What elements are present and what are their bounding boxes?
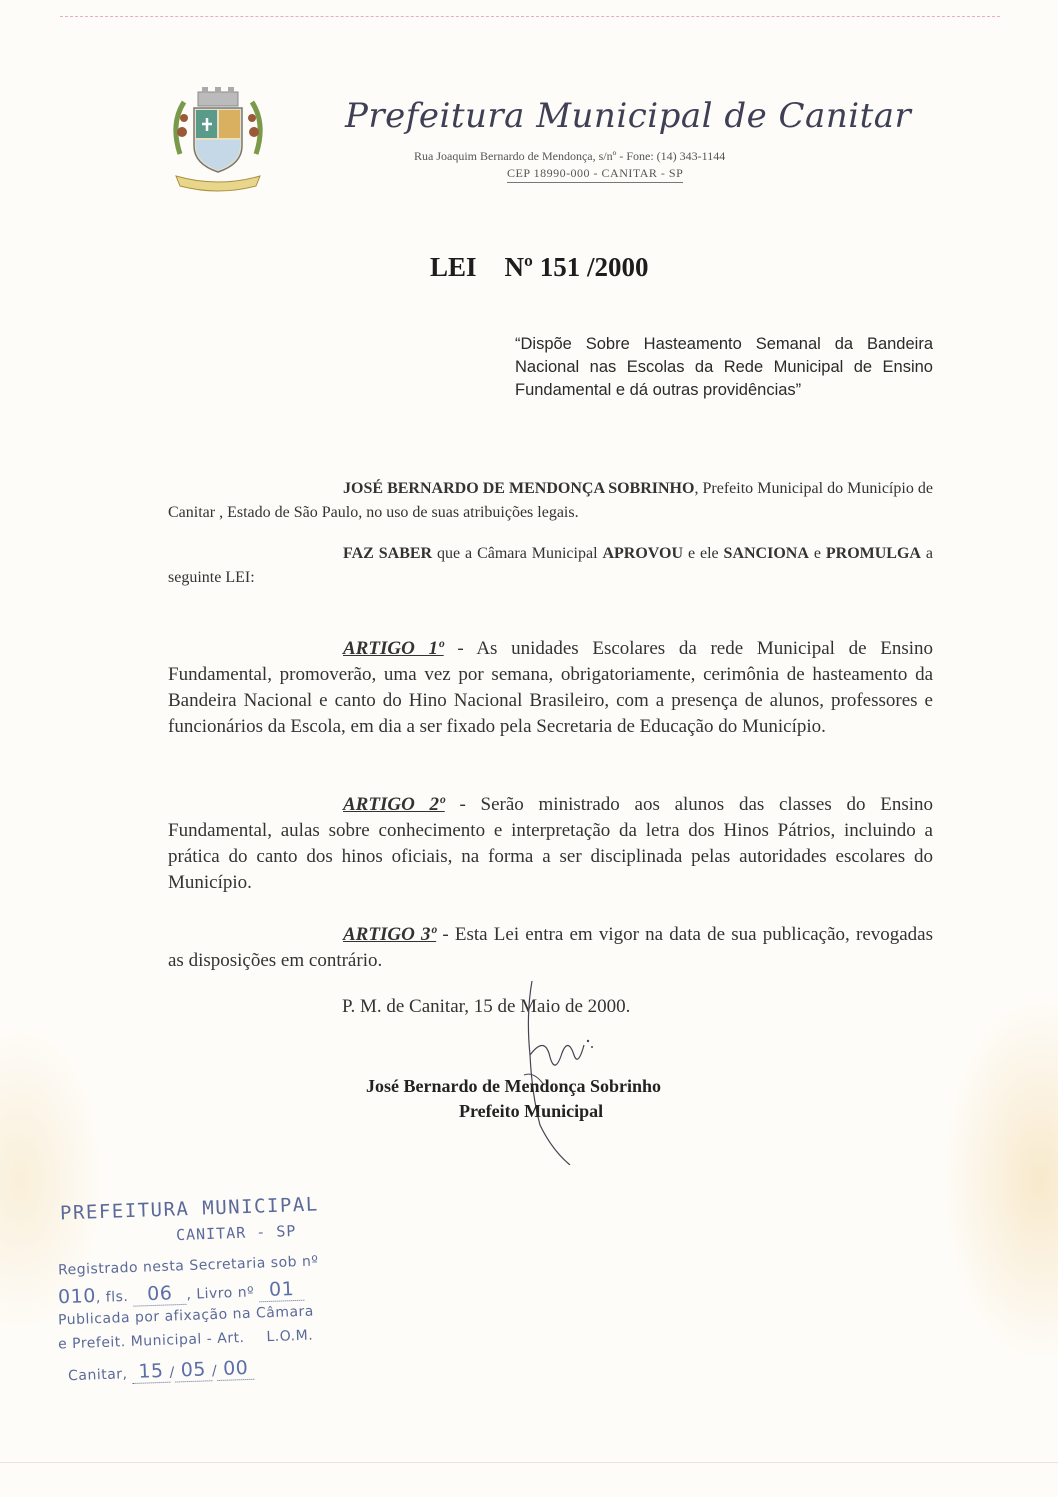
promulgation-text-1: que a Câmara Municipal	[432, 545, 603, 562]
article-3	[168, 922, 933, 974]
stamp-reg-number: 010	[57, 1284, 97, 1309]
top-dashed-mark	[60, 16, 1000, 17]
stamp-subheader: CANITAR - SP	[175, 1221, 297, 1245]
stamp-line-numbers	[58, 1278, 305, 1309]
law-label: LEI	[430, 252, 477, 282]
stamp-fls-value: 06	[133, 1282, 187, 1307]
registration-stamp	[57, 1193, 378, 1396]
promulgation-text-4: a seguinte LEI:	[168, 545, 933, 586]
article-2-text: - Serão ministrado aos alunos das classes do Ensino Fundamental, aulas sobre conhecimento e interpretação da letra dos Hinos Pátrios, incluindo a prática do canto dos hinos oficiais, na forma a ser disciplinada pelas autoridades escolares do Município.	[168, 794, 934, 893]
promulga-text: PROMULGA	[825, 545, 921, 562]
date-line: P. M. de Canitar, 15 de Maio de 2000.	[342, 996, 631, 1017]
promulgation-paragraph	[168, 542, 933, 590]
stamp-livro-value: 01	[259, 1278, 305, 1303]
signer-name: José Bernardo de Mendonça Sobrinho	[366, 1076, 662, 1096]
mayor-name: JOSÉ BERNARDO DE MENDONÇA SOBRINHO	[343, 480, 695, 497]
preamble-text: , Prefeito Municipal do Município de Canitar , Estado de São Paulo, no uso de suas atribuições legais.	[168, 480, 933, 521]
stamp-date-sep-1: /	[169, 1364, 176, 1381]
preamble-paragraph	[168, 477, 933, 525]
law-number: Nº 151 /2000	[504, 252, 649, 282]
law-ementa: “Dispõe Sobre Hasteamento Semanal da Bandeira Nacional nas Escolas da Rede Municipal de Ensino Fundamental e dá outras providências”	[515, 335, 933, 399]
stamp-date-month: 05	[174, 1358, 212, 1382]
aprovou-text: APROVOU	[602, 545, 684, 562]
law-title	[430, 252, 648, 283]
stamp-line-date	[68, 1357, 255, 1385]
stamp-date-sep-2: /	[211, 1363, 218, 1380]
stamp-header: PREFEITURA MUNICIPAL	[59, 1193, 320, 1225]
article-1-text: - As unidades Escolares da rede Municipal de Ensino Fundamental, promoverão, uma vez por semana, obrigatoriamente, cerimônia de hasteamento da Bandeira Nacional e canto do Hino Nacional Brasileiro, com a presença de alunos, professores e funcionários da Escola, em dia a ser fixado pela Secretaria de Educação do Município.	[168, 638, 933, 737]
stamp-date-year: 00	[217, 1357, 255, 1381]
stamp-livro-label: , Livro nº	[186, 1284, 260, 1303]
municipal-coat-of-arms-icon	[162, 84, 274, 196]
faz-saber-text: FAZ SABER	[343, 545, 433, 562]
stamp-line-article	[58, 1328, 314, 1353]
article-3-text: - Esta Lei entra em vigor na data de sua publicação, revogadas as disposições em contrário.	[168, 924, 934, 971]
letterhead-cep: CEP 18990-000 - CANITAR - SP	[507, 166, 683, 183]
handwritten-signature	[500, 975, 610, 1165]
article-3-label: ARTIGO 3º	[343, 924, 437, 945]
stamp-date-day: 15	[132, 1360, 170, 1384]
promulgation-text-3: e	[808, 545, 826, 562]
stamp-fls-label: , fls.	[95, 1288, 134, 1306]
stamp-line-registered: Registrado nesta Secretaria sob nº	[57, 1253, 319, 1279]
article-2	[168, 792, 933, 896]
stamp-lom-text: L.O.M.	[266, 1327, 314, 1346]
bottom-scan-edge	[0, 1462, 1058, 1463]
promulgation-text-2: e ele	[683, 545, 724, 562]
article-1	[168, 636, 933, 740]
letterhead-title: Prefeitura Municipal de Canitar	[345, 96, 912, 136]
letterhead-address: Rua Joaquim Bernardo de Mendonça, s/nº - Fone: (14) 343-1144	[414, 149, 726, 163]
stamp-city-label: Canitar,	[67, 1366, 133, 1385]
signer-role: Prefeito Municipal	[459, 1101, 604, 1121]
stamp-article-text: e Prefeit. Municipal - Art.	[57, 1329, 245, 1353]
article-1-label: ARTIGO 1º	[343, 638, 444, 659]
sanciona-text: SANCIONA	[723, 545, 809, 562]
stamp-line-published: Publicada por afixação na Câmara	[57, 1303, 315, 1329]
article-2-label: ARTIGO 2º	[343, 794, 445, 815]
